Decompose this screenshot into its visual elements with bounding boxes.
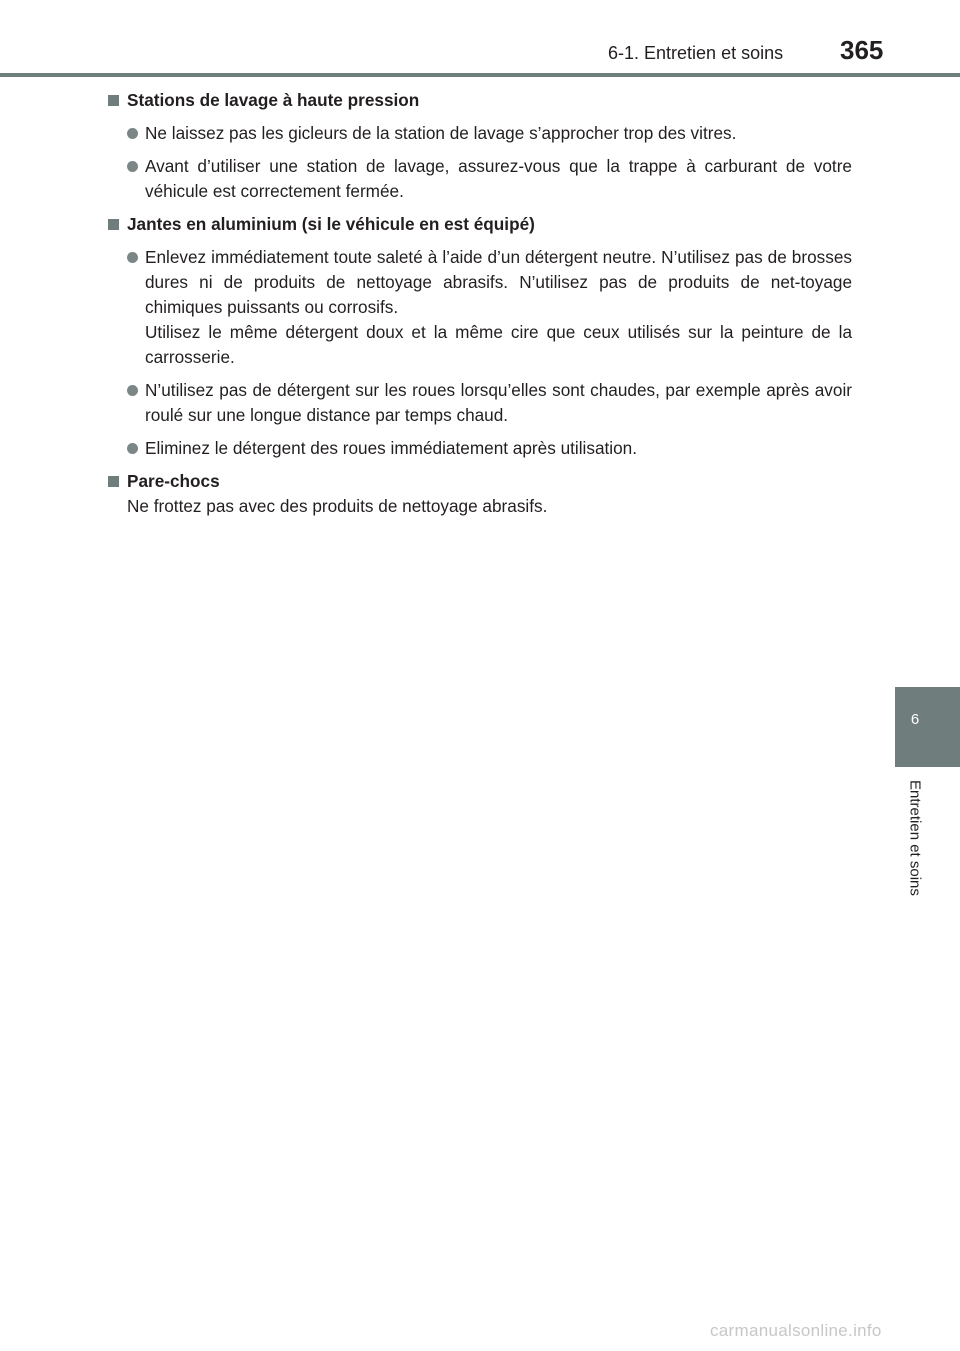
bullet-text: Eliminez le détergent des roues immédiatement après utilisation. xyxy=(145,438,638,458)
page-number: 365 xyxy=(840,35,884,65)
bullet-item xyxy=(108,121,852,146)
square-bullet-icon xyxy=(108,95,119,106)
section-heading-text: Stations de lavage à haute pression xyxy=(127,90,420,110)
section-heading xyxy=(108,88,852,113)
bullet-text: Ne laissez pas les gicleurs de la station de lavage s’approcher trop des vitres. xyxy=(145,123,737,143)
header-rule xyxy=(0,73,960,77)
round-bullet-icon xyxy=(127,161,138,172)
watermark-text: carmanualsonline.info xyxy=(710,1321,882,1340)
section-heading-text: Jantes en aluminium (si le véhicule en est équipé) xyxy=(127,214,535,234)
round-bullet-icon xyxy=(127,128,138,139)
bullet-item xyxy=(108,436,852,461)
round-bullet-icon xyxy=(127,252,138,263)
round-bullet-icon xyxy=(127,385,138,396)
bullet-item xyxy=(108,378,852,428)
bullet-text: N’utilisez pas de détergent sur les roues lorsqu’elles sont chaudes, par exemple après avoir roulé sur une longue distance par temps chaud. xyxy=(145,380,852,425)
bullet-text: Enlevez immédiatement toute saleté à l’aide d’un détergent neutre. N’utilisez pas de brosses dures ni de produits de nettoyage abrasifs. N’utilisez pas de produits de net-toyage chimiques puissants ou corrosifs. xyxy=(145,247,852,317)
chapter-side-label xyxy=(900,780,930,920)
bullet-text-continued: Utilisez le même détergent doux et la même cire que ceux utilisés sur la peinture de la carrosserie. xyxy=(145,322,852,367)
bullet-text: Avant d’utiliser une station de lavage, assurez-vous que la trappe à carburant de votre véhicule est correctement fermée. xyxy=(145,156,852,201)
page-content xyxy=(108,88,852,527)
header-section-title: 6-1. Entretien et soins xyxy=(608,43,784,63)
bullet-item xyxy=(108,154,852,204)
section-heading-text: Pare-chocs xyxy=(127,471,220,491)
chapter-side-label-text: Entretien et soins xyxy=(906,780,924,896)
square-bullet-icon xyxy=(108,476,119,487)
square-bullet-icon xyxy=(108,219,119,230)
section-heading xyxy=(108,469,852,494)
section-paragraph: Ne frottez pas avec des produits de nettoyage abrasifs. xyxy=(127,496,548,516)
round-bullet-icon xyxy=(127,443,138,454)
chapter-tab-number: 6 xyxy=(910,711,920,728)
chapter-tab xyxy=(895,687,960,767)
bullet-item xyxy=(108,245,852,370)
section-heading xyxy=(108,212,852,237)
